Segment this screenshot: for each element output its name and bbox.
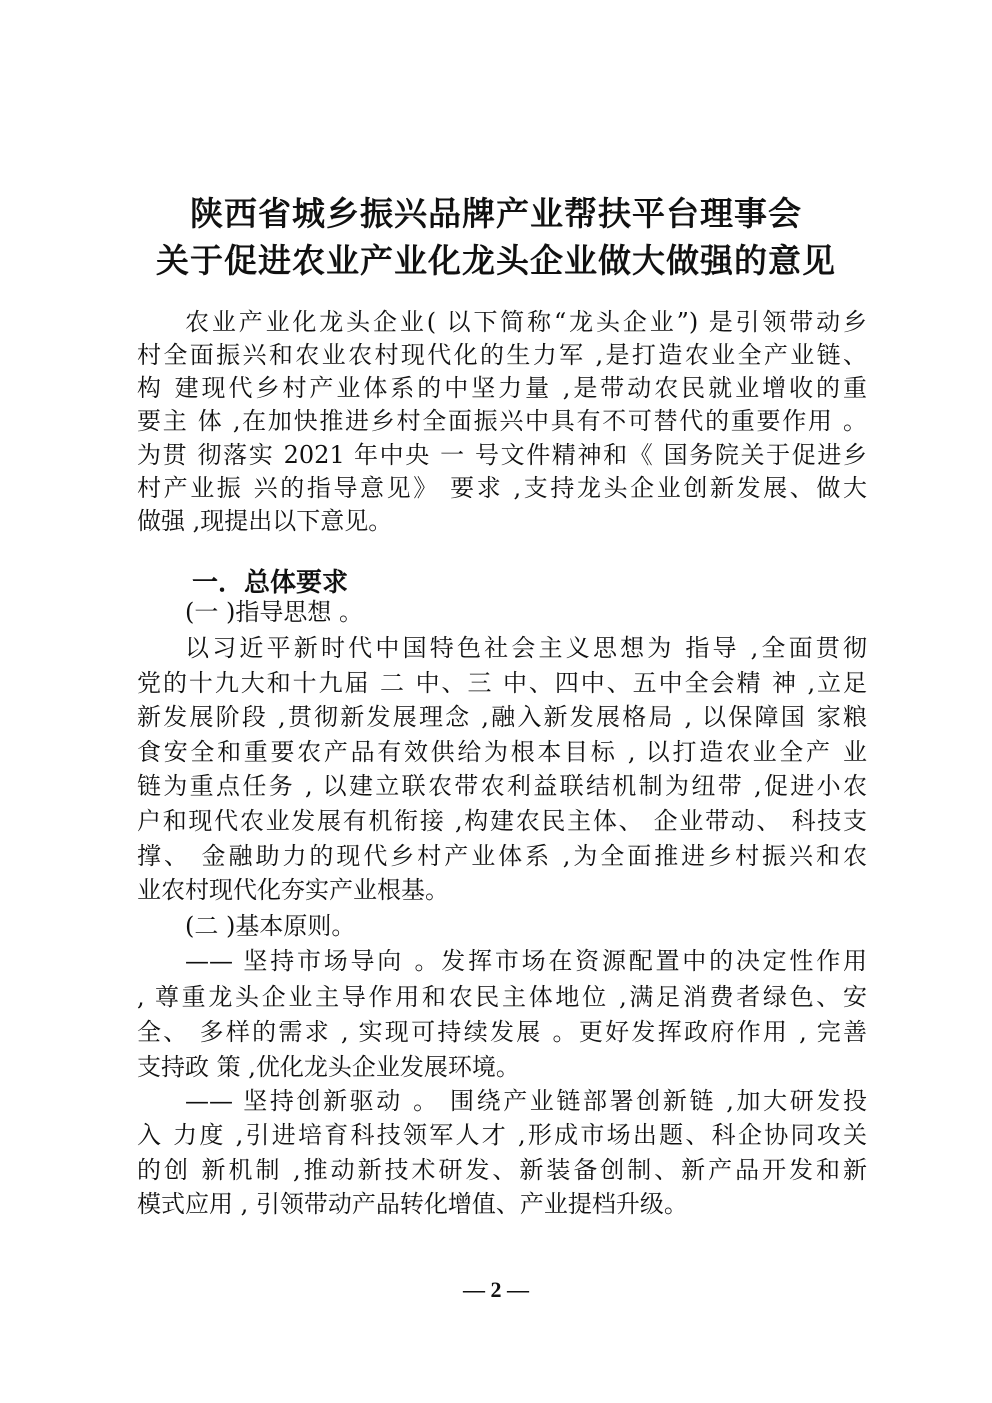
subsection-heading: (二 )基本原则。	[185, 912, 356, 940]
principle-line: 入 力度 ,引进培育科技领军人才 ,形成市场出题、科企协同攻关	[137, 1121, 867, 1149]
section-heading: 一．总体要求	[192, 568, 349, 598]
page-number: — 2 —	[463, 1277, 529, 1302]
body-line: 户和现代农业发展有机衔接 ,构建农民主体、 企业带动、 科技支	[137, 807, 867, 835]
intro-line: 农业产业化龙头企业( 以下简称“龙头企业”) 是引领带动乡	[185, 308, 867, 336]
body-line: 新发展阶段 ,贯彻新发展理念 ,融入新发展格局 , 以保障国 家粮	[137, 703, 867, 731]
principle-line: —— 坚持创新驱动 。 围绕产业链部署创新链 ,加大研发投	[185, 1087, 867, 1115]
body-line: 业农村现代化夯实产业根基。	[137, 876, 449, 904]
document-title-line-1: 陕西省城乡振兴品牌产业帮扶平台理事会	[190, 194, 802, 233]
principle-line: , 尊重龙头企业主导作用和农民主体地位 ,满足消费者绿色、安	[137, 983, 867, 1011]
intro-line: 要主 体 ,在加快推进乡村全面振兴中具有不可替代的重要作用 。	[137, 407, 867, 435]
principle-line: 模式应用 , 引领带动产品转化增值、产业提档升级。	[137, 1190, 688, 1218]
principle-line: 支持政 策 ,优化龙头企业发展环境。	[137, 1053, 520, 1081]
principle-line: —— 坚持市场导向 。发挥市场在资源配置中的决定性作用	[185, 947, 867, 975]
intro-line: 做强 ,现提出以下意见。	[137, 507, 393, 535]
body-line: 撑、 金融助力的现代乡村产业体系 ,为全面推进乡村振兴和农	[137, 842, 867, 870]
body-line: 以习近平新时代中国特色社会主义思想为 指导 ,全面贯彻	[185, 634, 867, 662]
body-line: 党的十九大和十九届 二 中、三 中、四中、五中全会精 神 ,立足	[137, 669, 867, 697]
principle-line: 的创 新机制 ,推动新技术研发、新装备创制、新产品开发和新	[137, 1156, 867, 1184]
principle-line: 全、 多样的需求 , 实现可持续发展 。更好发挥政府作用 , 完善	[137, 1018, 867, 1046]
intro-line: 构 建现代乡村产业体系的中坚力量 ,是带动农民就业增收的重	[137, 374, 867, 402]
document-title-line-2: 关于促进农业产业化龙头企业做大做强的意见	[156, 241, 836, 280]
body-line: 食安全和重要农产品有效供给为根本目标 , 以打造农业全产 业	[137, 738, 867, 766]
intro-line: 村全面振兴和农业农村现代化的生力军 ,是打造农业全产业链、	[137, 341, 867, 369]
intro-line: 村产业振 兴的指导意见》 要求 ,支持龙头企业创新发展、做大	[137, 474, 867, 502]
subsection-heading: (一 )指导思想 。	[185, 598, 363, 626]
intro-line: 为贯 彻落实 2021 年中央 一 号文件精神和《 国务院关于促进乡	[137, 441, 867, 469]
body-line: 链为重点任务 , 以建立联农带农利益联结机制为纽带 ,促进小农	[137, 772, 867, 800]
